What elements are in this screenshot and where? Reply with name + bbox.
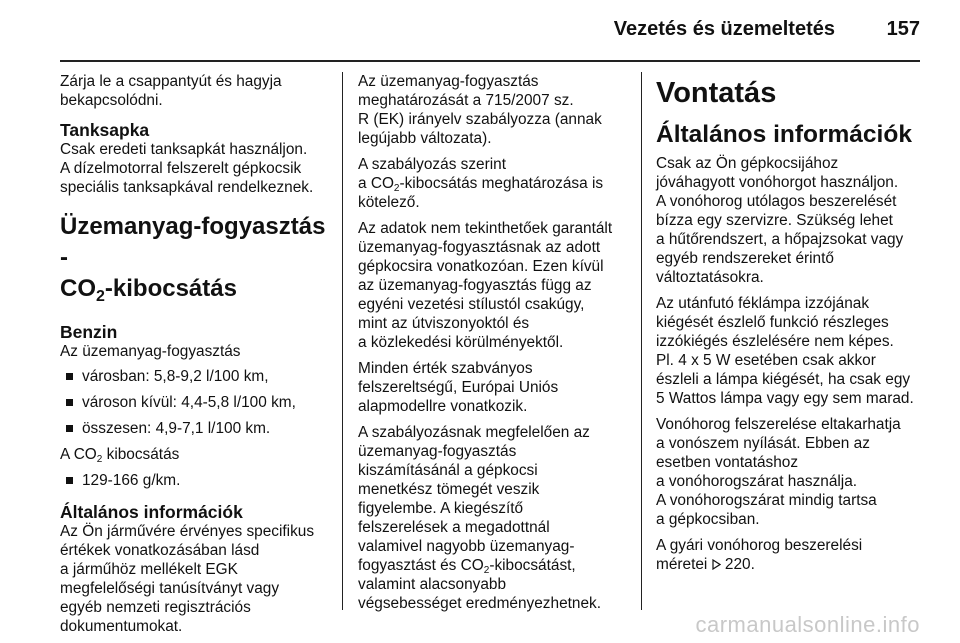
- section-heading-general-info: Általános információk: [656, 121, 912, 148]
- paragraph-benzin-intro: Az üzemanyag-fogyasztás: [60, 343, 241, 360]
- paragraph-general-info: Az Ön járművére érvényes specifikus értékek vonatkozásában lásd a járműhöz mellékelt EGK megfelelőségi tanúsítványt vagy egyéb nemzeti regisztrációs dokumentumokat.: [60, 523, 315, 635]
- label-co2-emission: A $CO_2$ kibocsátás: [60, 446, 180, 465]
- chapter-title-towing: Vontatás: [656, 77, 777, 109]
- paragraph-towbar-approval: Csak az Ön gépkocsijához jóváhagyott vonóhorgot használjon. A vonóhorog utólagos beszerelését bízza egy szervizre. Szükség lehet a hűtőrendszert, a hőpajzsokat vagy egyéb rendszereket érintő változtatásokra.: [656, 155, 904, 286]
- paragraph-brake-lamp: Az utánfutó féklámpa izzójának kiégését észlelő funkció részleges izzókiégés észlelésére nem képes. Pl. 4 x 5 W esetében csak akkor észleli a lámpa kiégését, ha csak egy 5 Wattos lámpa vagy egy sem marad.: [656, 295, 914, 407]
- column-1: [60, 72, 335, 643]
- paragraph-co2-requirement: A szabályozás szerint a $CO_2$-kibocsátás meghatározása is kötelező.: [358, 156, 604, 211]
- heading-general-info: Általános információk: [60, 502, 243, 522]
- list-item: összesen: 4,9-7,1 l/100 km.: [60, 419, 335, 438]
- list-item: városon kívül: 4,4-5,8 l/100 km,: [60, 393, 335, 412]
- paragraph-accessories: A szabályozásnak megfelelően az üzemanyag-fogyasztás kiszámításánál a gépkocsi menetkész tömegét veszik figyelembe. A kiegészítő felszerelések a megadottnál valamivel nagyobb üzemanyag- fogyasztást és $CO_2$-kibocsátást, valamint alacsonyabb végsebességet eredményezhetnek.: [358, 424, 601, 612]
- triangle-reference-icon: [712, 559, 721, 570]
- section-heading-fuel-consumption: Üzemanyag-fogyasztás - $CO_2$-kibocsátás: [60, 213, 326, 305]
- paragraph-tanksapka: Csak eredeti tanksapkát használjon. A dízelmotorral felszerelt gépkocsik speciális tanksapkával rendelkeznek.: [60, 141, 314, 196]
- heading-benzin: Benzin: [60, 322, 118, 342]
- page-header: [60, 0, 920, 62]
- paragraph-towing-eye: Vonóhorog felszerelése eltakarhatja a vonószem nyílását. Ebben az esetben vontatáshoz a vonóhorogszárat használja. A vonóhorogszárat mindig tartsa a gépkocsiban.: [656, 416, 901, 528]
- paragraph-standard-values: Minden érték szabványos felszereltségű, Európai Uniós alapmodellre vonatkozik.: [358, 360, 559, 415]
- paragraph-factory-towbar: A gyári vonóhorog beszerelési méretei 220.: [656, 537, 863, 573]
- paragraph-not-guaranteed: Az adatok nem tekinthetőek garantált üzemanyag-fogyasztásnak az adott gépkocsira vonatkozóan. Ezen kívül az üzemanyag-fogyasztás függ az egyéni vezetési stílustól csakúgy, mint az útviszonyoktól és a közlekedési körülményektől.: [358, 220, 613, 351]
- paragraph-regulation: Az üzemanyag-fogyasztás meghatározását a 715/2007 sz. R (EK) irányelv szabályozza (annak legújabb változata).: [358, 73, 602, 147]
- page-header-title: Vezetés és üzemeltetés: [613, 18, 835, 40]
- list-co2-values: [60, 471, 335, 490]
- column-3: [656, 72, 946, 581]
- list-fuel-values: [60, 367, 335, 438]
- list-item: 129-166 g/km.: [60, 471, 335, 490]
- paragraph-flap: Zárja le a csappantyút és hagyja bekapcsolódni.: [60, 73, 282, 109]
- bullet-icon: [66, 425, 73, 432]
- watermark: carmanualsonline.info: [695, 612, 920, 637]
- bullet-icon: [66, 399, 73, 406]
- page-reference-link[interactable]: 220.: [720, 556, 755, 573]
- column-2: [358, 72, 633, 620]
- column-divider-2: [641, 72, 642, 610]
- bullet-icon: [66, 477, 73, 484]
- page-number: 157: [886, 18, 920, 40]
- heading-tanksapka: Tanksapka: [60, 120, 150, 140]
- list-item: városban: 5,8-9,2 l/100 km,: [60, 367, 335, 386]
- bullet-icon: [66, 373, 73, 380]
- column-divider-1: [342, 72, 343, 610]
